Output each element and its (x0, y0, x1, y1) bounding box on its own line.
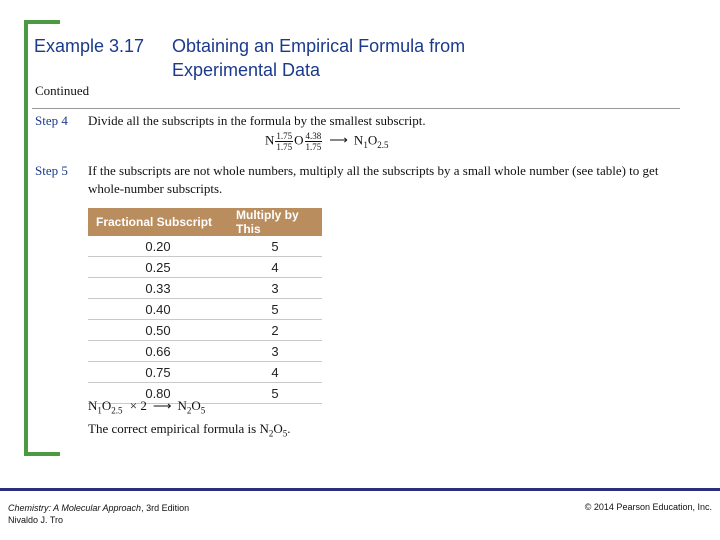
fraction-n: $\frac{1.75}{1.75}$ (276, 131, 293, 152)
step5-text: If the subscripts are not whole numbers, multiply all the subscripts by a small whole number (see table) to get whole-number subscripts. (88, 163, 659, 196)
step4-label: Step 4 (35, 113, 68, 128)
title-line2: Experimental Data (172, 60, 321, 80)
table-row: 0.33 3 (88, 278, 322, 299)
book-author: Nivaldo J. Tro (8, 515, 64, 525)
step4-text: Divide all the subscripts in the formula by the smallest subscript. (88, 113, 426, 128)
right-arrow-icon: ⟶ (329, 132, 348, 148)
fraction-o: $\frac{4.38}{1.75}$ (305, 131, 322, 152)
footer-divider (0, 488, 720, 491)
step5-label: Step 5 (35, 163, 68, 178)
green-bracket-top (24, 20, 60, 24)
conclusion-text: The correct empirical formula is $N_2O_5$. (88, 421, 291, 439)
table-row: 0.80 5 (88, 383, 322, 404)
col-header-fractional: Fractional Subscript (88, 208, 228, 236)
example-number: Example 3.17 (34, 36, 145, 56)
green-bracket-left (24, 20, 28, 456)
multiplier-table (88, 208, 322, 404)
continued-label: Continued (35, 83, 90, 98)
right-arrow-icon: ⟶ (152, 398, 172, 413)
title-line1: Obtaining an Empirical Formula from (172, 36, 466, 56)
slide-title (34, 34, 465, 82)
col-header-multiply: Multiply by This (228, 208, 322, 236)
table-row: 0.50 2 (88, 320, 322, 341)
book-edition: , 3rd Edition (141, 503, 190, 513)
footer-citation (8, 502, 189, 526)
table-row: 0.40 5 (88, 299, 322, 320)
book-title: Chemistry: A Molecular Approach (8, 503, 142, 513)
table-row: 0.66 3 (88, 341, 322, 362)
step5-formula: $N_1O_{2.5} \times 2$ ⟶ $N_2O_5$ (88, 398, 206, 416)
table-header-row (88, 208, 322, 236)
table-row: 0.25 4 (88, 257, 322, 278)
table-row: 0.75 4 (88, 362, 322, 383)
step4-formula: N $\frac{1.75}{1.75}$ O $\frac{4.38}{1.75}$ ⟶ $N_1O_{2.5}$ (265, 131, 389, 152)
divider (32, 108, 680, 109)
green-bracket-bottom (24, 452, 60, 456)
table-row: 0.20 5 (88, 236, 322, 257)
footer-copyright: © 2014 Pearson Education, Inc. (584, 502, 712, 512)
